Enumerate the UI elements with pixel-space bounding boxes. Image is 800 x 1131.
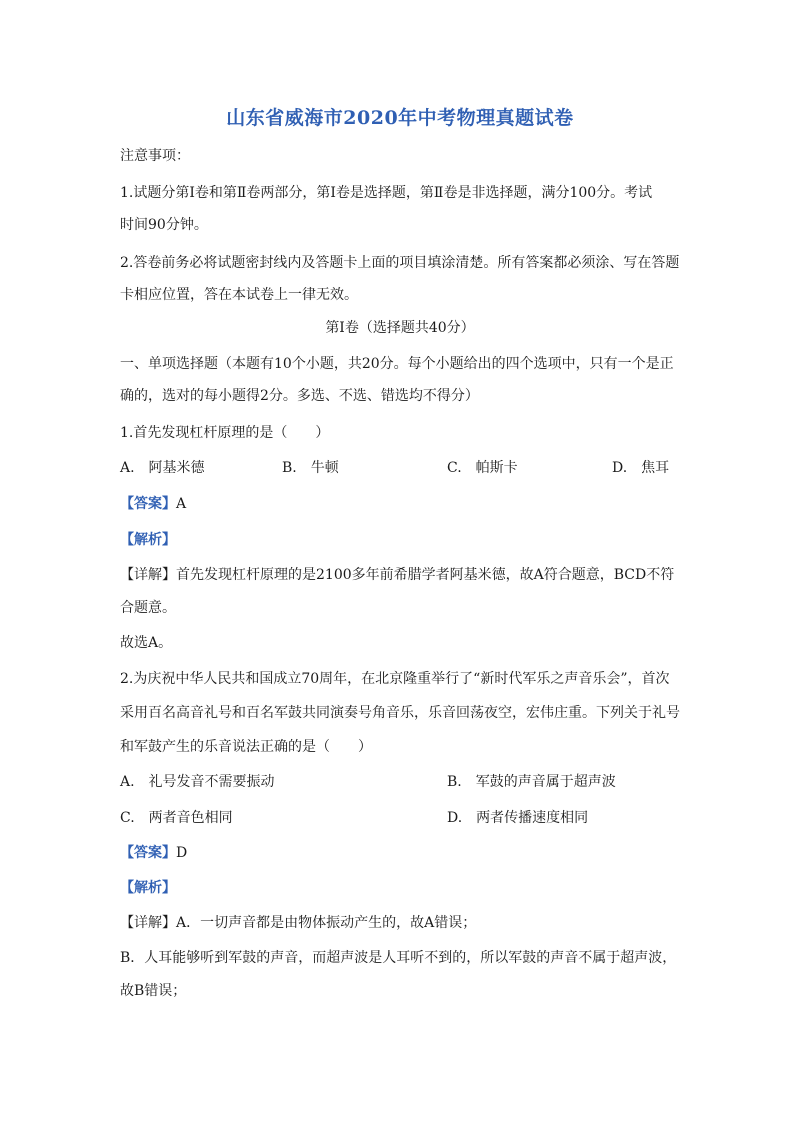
section-heading: 第Ⅰ卷（选择题共40分） <box>325 320 475 336</box>
q2-option-b: B. 军鼓的声音属于超声波 <box>447 774 616 790</box>
q1-detail-line1 <box>120 565 690 585</box>
q1-answer-tag: 【答案】 <box>120 496 176 512</box>
q1-stem: 1.首先发现杠杆原理的是（ ） <box>120 425 330 441</box>
q1-option-c: C. 帕斯卡 <box>447 460 518 476</box>
q2-option-d: D. 两者传播速度相同 <box>447 810 589 826</box>
q2-stem-line2: 采用百名高音礼号和百名军鼓共同演奏号角音乐，乐音回荡夜空，宏伟庄重。下列关于礼号 <box>120 705 680 721</box>
q2-detail-tag: 【详解】 <box>120 915 176 931</box>
q1-option-b: B. 牛顿 <box>282 460 339 476</box>
q2-stem-line3: 和军鼓产生的乐音说法正确的是（ ） <box>120 739 372 755</box>
q2-analysis <box>120 878 690 898</box>
q1-option-a: A. 阿基米德 <box>120 460 205 476</box>
notice-heading: 注意事项： <box>120 148 190 164</box>
q2-detail-b-line1: B．人耳能够听到军鼓的声音，而超声波是人耳听不到的，所以军鼓的声音不属于超声波， <box>120 950 677 966</box>
q1-conclusion: 故选A。 <box>120 635 173 651</box>
part1-instructions-line2: 确的，选对的每小题得2分。多选、不选、错选均不得分） <box>120 388 479 404</box>
notice-1-line1: 1.试题分第Ⅰ卷和第Ⅱ卷两部分，第Ⅰ卷是选择题，第Ⅱ卷是非选择题，满分100分。考试 <box>120 185 653 201</box>
q2-answer-tag: 【答案】 <box>120 845 176 861</box>
q1-detail-text: 首先发现杠杆原理的是2100多年前希腊学者阿基米德，故A符合题意，BCD不符 <box>176 567 675 583</box>
q2-detail-b-line2: 故B错误； <box>120 983 187 999</box>
q2-answer <box>120 843 690 863</box>
q2-stem-line1: 2.为庆祝中华人民共和国成立70周年，在北京隆重举行了“新时代军乐之声音乐会”，首次 <box>120 671 670 687</box>
q1-detail-tag: 【详解】 <box>120 567 176 583</box>
q1-detail-line2: 合题意。 <box>120 600 176 616</box>
part1-instructions-line1: 一、单项选择题（本题有10个小题，共20分。每个小题给出的四个选项中，只有一个是正 <box>120 356 674 372</box>
q1-option-d: D. 焦耳 <box>612 460 670 476</box>
q1-answer <box>120 494 690 514</box>
page-title: 山东省威海市2020年中考物理真题试卷 <box>226 107 574 129</box>
q1-analysis-tag: 【解析】 <box>120 532 176 548</box>
notice-2-line2: 卡相应位置，答在本试卷上一律无效。 <box>120 287 358 303</box>
q2-analysis-tag: 【解析】 <box>120 880 176 896</box>
q2-option-a: A. 礼号发音不需要振动 <box>120 774 275 790</box>
notice-1-line2: 时间90分钟。 <box>120 217 208 233</box>
notice-2-line1: 2.答卷前务必将试题密封线内及答题卡上面的项目填涂清楚。所有答案都必须涂、写在答题 <box>120 255 680 271</box>
q2-detail-a-text: A．一切声音都是由物体振动产生的，故A错误； <box>176 915 477 931</box>
q1-answer-value: A <box>176 496 187 512</box>
q1-analysis <box>120 530 690 550</box>
q2-answer-value: D <box>176 845 188 861</box>
q2-detail-a <box>120 913 690 933</box>
q2-option-c: C. 两者音色相同 <box>120 810 233 826</box>
